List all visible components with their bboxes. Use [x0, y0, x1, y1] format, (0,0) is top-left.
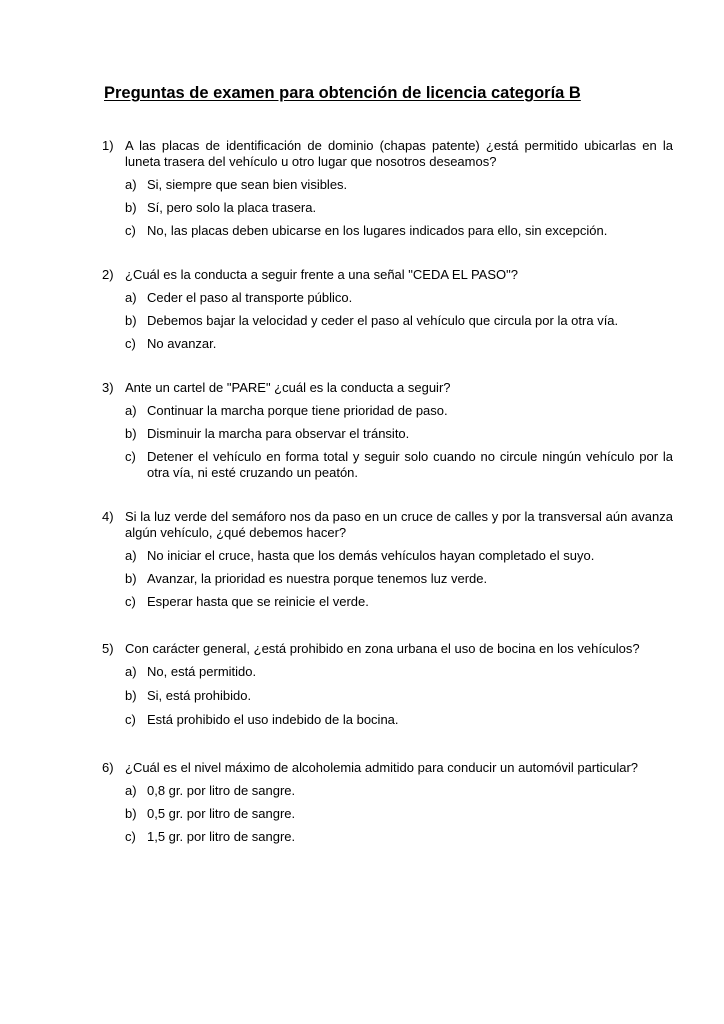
option-letter: b)	[125, 806, 137, 821]
option-letter: c)	[125, 712, 136, 727]
question-number: 6)	[102, 760, 114, 775]
answer-option-a	[125, 403, 673, 419]
answer-options	[125, 290, 673, 352]
option-letter: b)	[125, 200, 137, 215]
option-text: 0,8 gr. por litro de sangre.	[147, 783, 296, 798]
answer-option-c	[125, 829, 673, 845]
answer-option-b	[125, 426, 673, 442]
answer-option-b	[125, 313, 673, 329]
question-text: Ante un cartel de "PARE" ¿cuál es la conducta a seguir?	[125, 380, 451, 395]
answer-options	[125, 403, 673, 481]
answer-option-a	[125, 290, 673, 306]
option-letter: b)	[125, 571, 137, 586]
option-text: Esperar hasta que se reinicie el verde.	[147, 594, 369, 609]
answer-option-b	[125, 200, 673, 216]
question-text: ¿Cuál es el nivel máximo de alcoholemia admitido para conducir un automóvil particular?	[125, 760, 639, 775]
option-letter: c)	[125, 336, 136, 351]
answer-option-c	[125, 336, 673, 352]
option-text: Si, siempre que sean bien visibles.	[147, 177, 348, 192]
option-text: Sí, pero solo la placa trasera.	[147, 200, 317, 215]
option-text: Si, está prohibido.	[147, 688, 252, 703]
option-text: Disminuir la marcha para observar el tránsito.	[147, 426, 410, 441]
question-number: 5)	[102, 641, 114, 656]
question-4	[102, 509, 673, 617]
question-6	[102, 760, 673, 852]
option-letter: b)	[125, 313, 137, 328]
question-3	[102, 380, 673, 488]
option-text: No, está permitido.	[147, 664, 257, 679]
answer-option-b	[125, 806, 673, 822]
answer-option-a	[125, 548, 673, 564]
answer-option-c	[125, 594, 673, 610]
option-letter: a)	[125, 664, 137, 679]
question-number: 4)	[102, 509, 114, 524]
answer-option-a	[125, 783, 673, 799]
question-text: Si la luz verde del semáforo nos da paso en un cruce de calles y por la transversal aún avanza algún vehículo, ¿qué debemos hacer?	[125, 509, 673, 540]
answer-option-c	[125, 223, 673, 239]
question-text: Con carácter general, ¿está prohibido en zona urbana el uso de bocina en los vehículos?	[125, 641, 640, 656]
option-text: 0,5 gr. por litro de sangre.	[147, 806, 296, 821]
question-5	[102, 641, 673, 736]
question-number: 1)	[102, 138, 114, 153]
answer-options	[125, 664, 673, 728]
option-letter: a)	[125, 783, 137, 798]
option-text: No iniciar el cruce, hasta que los demás vehículos hayan completado el suyo.	[147, 548, 595, 563]
answer-option-a	[125, 177, 673, 193]
option-text: Detener el vehículo en forma total y seguir solo cuando no circule ningún vehículo por la otra vía, ni esté cruzando un peatón.	[147, 449, 673, 480]
answer-option-c	[125, 449, 673, 481]
question-1	[102, 138, 673, 246]
option-text: Avanzar, la prioridad es nuestra porque tenemos luz verde.	[147, 571, 488, 586]
option-letter: b)	[125, 688, 137, 703]
option-letter: c)	[125, 594, 136, 609]
option-letter: a)	[125, 548, 137, 563]
answer-options	[125, 548, 673, 610]
answer-option-b	[125, 688, 673, 704]
answer-option-b	[125, 571, 673, 587]
option-letter: a)	[125, 290, 137, 305]
option-text: Debemos bajar la velocidad y ceder el paso al vehículo que circula por la otra vía.	[147, 313, 619, 328]
option-text: Está prohibido el uso indebido de la bocina.	[147, 712, 399, 727]
option-text: Ceder el paso al transporte público.	[147, 290, 353, 305]
question-text: A las placas de identificación de dominio (chapas patente) ¿está permitido ubicarlas en la luneta trasera del vehículo u otro lugar que nosotros deseamos?	[125, 138, 673, 169]
option-letter: a)	[125, 403, 137, 418]
option-letter: c)	[125, 449, 136, 464]
option-letter: b)	[125, 426, 137, 441]
answer-option-a	[125, 664, 673, 680]
option-text: Continuar la marcha porque tiene prioridad de paso.	[147, 403, 448, 418]
question-number: 3)	[102, 380, 114, 395]
option-letter: c)	[125, 829, 136, 844]
question-text: ¿Cuál es la conducta a seguir frente a una señal "CEDA EL PASO"?	[125, 267, 518, 282]
answer-options	[125, 177, 673, 239]
option-text: 1,5 gr. por litro de sangre.	[147, 829, 296, 844]
question-number: 2)	[102, 267, 114, 282]
option-text: No, las placas deben ubicarse en los lugares indicados para ello, sin excepción.	[147, 223, 608, 238]
option-text: No avanzar.	[147, 336, 217, 351]
page-title: Preguntas de examen para obtención de licencia categoría B	[104, 84, 581, 102]
answer-option-c	[125, 712, 673, 728]
answer-options	[125, 783, 673, 845]
option-letter: a)	[125, 177, 137, 192]
question-2	[102, 267, 673, 359]
option-letter: c)	[125, 223, 136, 238]
